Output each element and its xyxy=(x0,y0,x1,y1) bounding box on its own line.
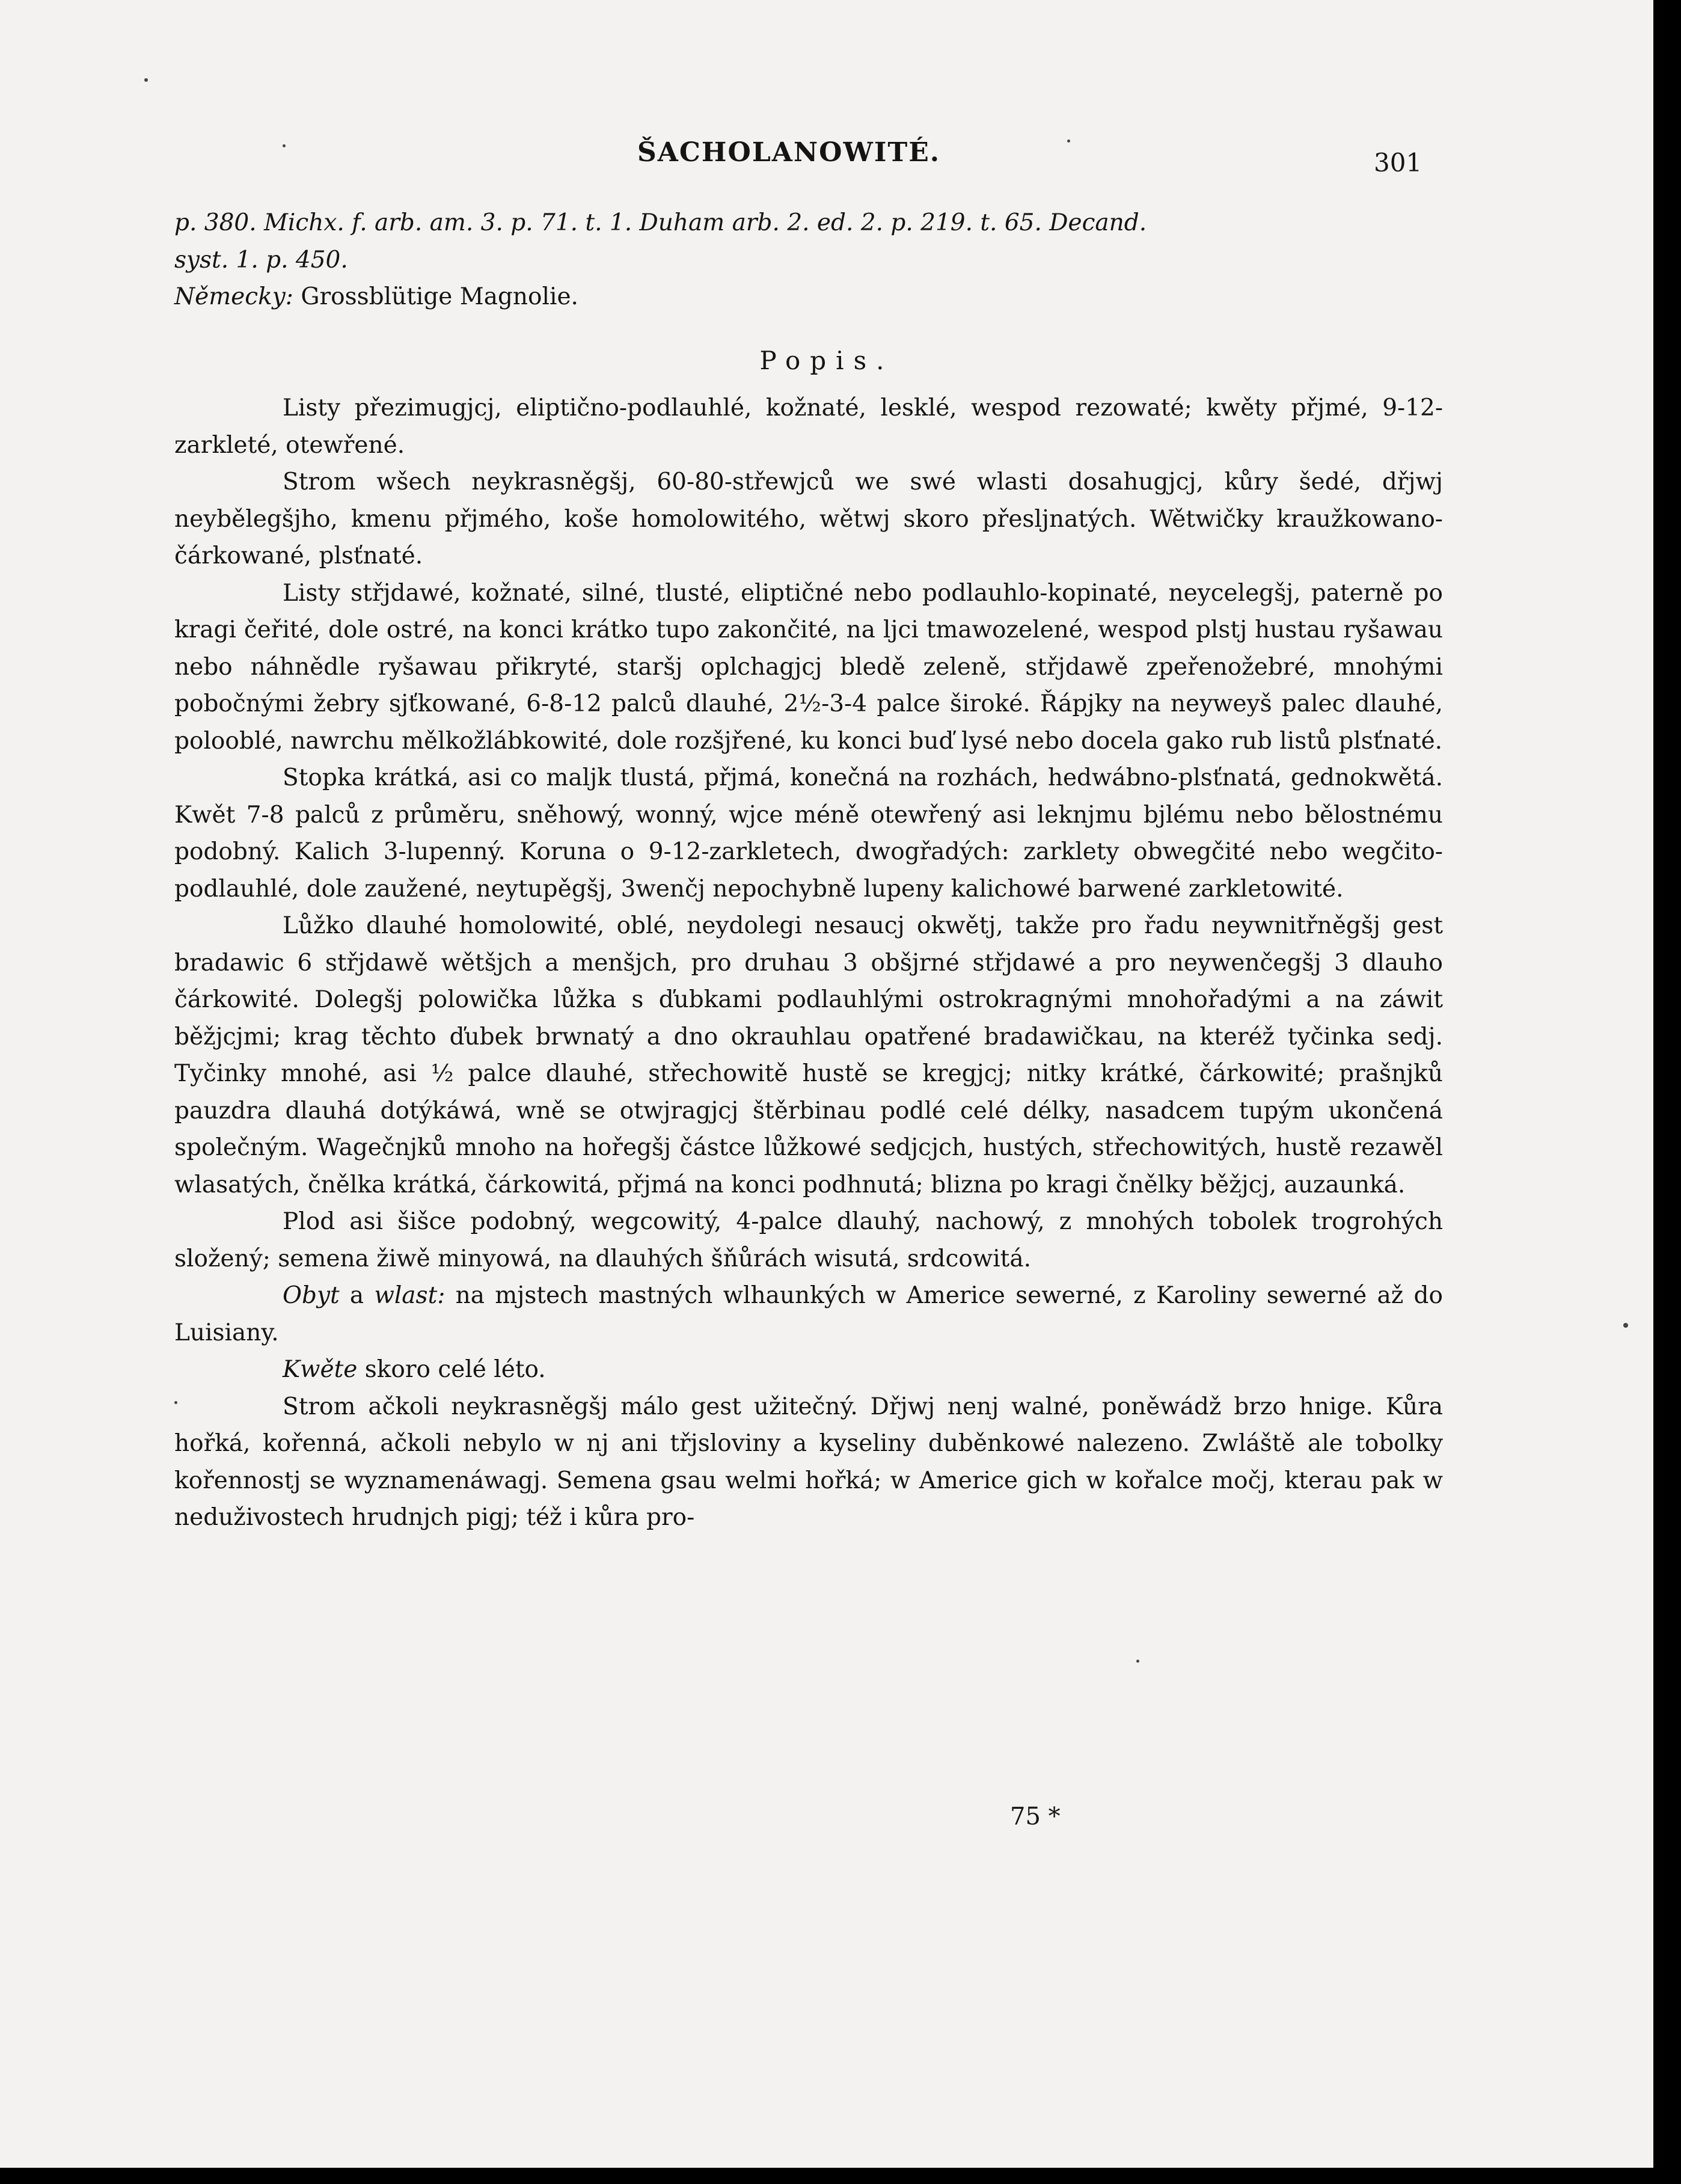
page-header xyxy=(0,137,1653,179)
scan-speck xyxy=(283,144,286,147)
scan-speck xyxy=(1067,140,1070,143)
german-name-value: Grossblütige Magnolie. xyxy=(301,283,578,310)
habitat-label-2: wlast: xyxy=(374,1282,446,1309)
page-number: 301 xyxy=(1374,148,1422,177)
catchword: 75 * xyxy=(1010,1803,1061,1830)
running-title: ŠACHOLANOWITÉ. xyxy=(637,137,941,168)
habitat-label-1: Obyt xyxy=(283,1282,340,1309)
flowering-paragraph xyxy=(174,1351,1443,1388)
paragraph: Strom wšech neykrasněgšj, 60-80-střewjců we swé wlasti dosahugjcj, kůry šedé, dřjwj neybělegšjho, kmenu přjmého, koše homolowitého, wětwj skoro přesljnatých. Wětwičky kraužkowano-čárkowané, plsťnaté. xyxy=(174,468,1443,569)
scan-speck xyxy=(174,1401,177,1404)
flowering-label: Kwěte xyxy=(283,1356,358,1383)
closing-paragraph: Strom ačkoli neykrasněgšj málo gest užitečný. Dřjwj nenj walné, poněwádž brzo hnige. Kůra hořká, kořenná, ačkoli nebylo w nj ani třjsloviny a kyseliny duběnkowé nalezeno. Zwláště ale tobolky kořennostj se wyznamenáwagj. Semena gsau welmi hořká; w Americe gich w kořalce močj, kterau pak w neduživostech hrudnjch pigj; též i kůra pro- xyxy=(174,1393,1443,1531)
paragraph: Stopka krátká, asi co maljk tlustá, přjmá, konečná na rozhách, hedwábno-plsťnatá, gednokwětá. Kwět 7-8 palců z průměru, sněhowý, wonný, wjce méně otewřený asi leknjmu bjlému nebo bělostnému podobný. Kalich 3-lupenný. Koruna o 9-12-zarkletech, dwogřadých: zarklety obwegčité nebo wegčito-podlauhlé, dole zaužené, neytupěgšj, 3wenčj nepochybně lupeny kalichowé barwené zarkletowité. xyxy=(174,764,1443,903)
reference-line xyxy=(174,204,1443,278)
german-name xyxy=(174,278,1443,316)
german-name-label: Německy: xyxy=(174,283,293,310)
paragraph: Lůžko dlauhé homolowité, oblé, neydolegi nesaucj okwětj, takže pro řadu neywnitřněgšj gest bradawic 6 střjdawě wětšjch a menšjch, pro druhau 3 obšjrné střjdawé a pro neywenčegšj 3 dlauho čárkowité. Dolegšj polowička lůžka s ďubkami podlauhlými ostrokragnými mnohořadými a na záwit běžjcjmi; krag těchto ďubek brwnatý a dno okrauhlau opatřené bradawičkau, na kteréž tyčinka sedj. Tyčinky mnohé, asi ½ palce dlauhé, střechowitě hustě se kregjcj; nitky krátké, čárkowité; prašnjků pauzdra dlauhá dotýkáwá, wně se otwjragjcj štěrbinau podlé celé délky, nasadcem tupým ukončená společným. Wagečnjků mnoho na hořegšj částce lůžkowé sedjcjch, hustých, střechowitých, hustě rezawěl wlasatých, čnělka krátká, čárkowitá, přjmá na konci podhnutá; blizna po kragi čnělky běžjcj, auzaunká. xyxy=(174,912,1443,1198)
habitat-connector: a xyxy=(349,1282,364,1309)
section-heading: Popis. xyxy=(759,345,894,375)
body-text xyxy=(174,204,1443,1536)
habitat-text: na mjstech mastných wlhaunkých w Americe sewerné, z Karoliny sewerné až do Luisiany. xyxy=(174,1282,1443,1346)
paragraph: Listy přezimugjcj, eliptično-podlauhlé, kožnaté, lesklé, wespod rezowaté; kwěty přjmé, 9-12-zarkleté, otewřené. xyxy=(174,394,1443,459)
scan-speck xyxy=(1136,1660,1139,1663)
flowering-text: skoro celé léto. xyxy=(364,1356,546,1383)
reference-line-2: syst. 1. p. 450. xyxy=(174,246,348,274)
scan-speck xyxy=(1623,1323,1628,1328)
reference-line-1: p. 380. Michx. f. arb. am. 3. p. 71. t. 1. Duham arb. 2. ed. 2. p. 219. t. 65. Decand. xyxy=(174,209,1147,236)
habitat-paragraph xyxy=(174,1277,1443,1351)
paragraph: Plod asi šišce podobný, wegcowitý, 4-palce dlauhý, nachowý, z mnohých tobolek trogrohých složený; semena žiwě minyowá, na dlauhých šňůrách wisutá, srdcowitá. xyxy=(174,1208,1443,1272)
paragraph: Listy střjdawé, kožnaté, silné, tlusté, eliptičné nebo podlauhlo-kopinaté, neycelegšj, paterně po kragi čeřité, dole ostré, na konci krátko tupo zakončité, na ljci tmawozelené, wespod plstj hustau ryšawau nebo náhnědle ryšawau přikryté, staršj oplchagjcj bledě zeleně, střjdawě zpeřenožebré, mnohými pobočnými žebry sjťkowané, 6-8-12 palců dlauhé, 2½-3-4 palce široké. Řápjky na neyweyš palec dlauhé, polooblé, nawrchu mělkožlábkowité, dole rozšjřené, ku konci buď lysé nebo docela gako rub listů plsťnaté. xyxy=(174,579,1443,755)
scan-speck xyxy=(144,78,148,82)
